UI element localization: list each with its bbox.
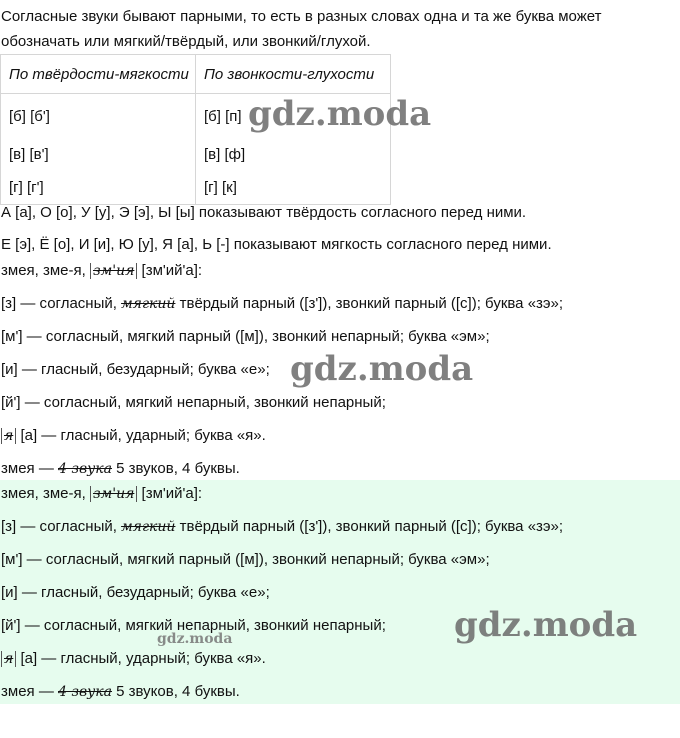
watermark: gdz.moda	[248, 94, 432, 134]
table-cell: [в] [ф]	[196, 138, 391, 171]
table-cell: [б] [б']	[1, 94, 196, 139]
crossed-word: мягкий	[121, 296, 176, 312]
watermark: gdz.moda	[454, 605, 638, 645]
m-sound-line: [м'] — согласный, мягкий парный ([м]), звонкий непарный; буква «эм»;	[1, 551, 490, 568]
transcription: [зм'ий'а]:	[141, 262, 203, 279]
table-header-hardness: По твёрдости-мягкости	[1, 55, 196, 94]
z-sound-line: [з] — согласный, мягкий твёрдый парный ([з']), звонкий парный ([с]); буква «зэ»;	[1, 295, 564, 312]
hard-vowels-line: А [а], О [о], У [у], Э [э], Ы [ы] показывают твёрдость согласного перед ними.	[1, 204, 527, 221]
total-line: змея — 4 звука 5 звуков, 4 буквы.	[1, 460, 240, 477]
table-cell: [б] [п]	[196, 94, 391, 139]
syllables-line	[1, 261, 202, 281]
i-sound-line: [и] — гласный, безударный; буква «е»;	[1, 361, 270, 378]
table-header-row	[1, 55, 391, 94]
crossed-transcription: зм'ия	[90, 263, 137, 279]
crossed-word: мягкий	[121, 519, 176, 535]
j-sound-line: [й'] — согласный, мягкий непарный, звонкий непарный;	[1, 394, 386, 411]
intro-paragraph: Согласные звуки бывают парными, то есть в разных словах одна и та же буква может обозначать или мягкий/твёрдый, или звонкий/глухой.	[1, 8, 602, 50]
watermark-small: gdz.moda	[157, 631, 233, 647]
a-sound-line: я [а] — гласный, ударный; буква «я».	[1, 649, 266, 669]
crossed-letter: я	[1, 651, 16, 667]
total-line: змея — 4 звука 5 звуков, 4 буквы.	[1, 683, 240, 700]
a-sound-line: я [а] — гласный, ударный; буква «я».	[1, 426, 266, 446]
crossed-letter: я	[1, 428, 16, 444]
syllables-line: змея, зме-я, зм'ия [зм'ий'а]:	[1, 485, 203, 502]
crossed-count: 4 звука	[58, 461, 112, 477]
table-cell: [г] [г']	[1, 171, 196, 205]
crossed-count: 4 звука	[58, 684, 112, 700]
table-row	[1, 138, 391, 171]
z-sound-line: [з] — согласный, мягкий твёрдый парный ([з']), звонкий парный ([с]); буква «зэ»;	[1, 518, 564, 535]
table-cell: [г] [к]	[196, 171, 391, 205]
soft-vowels-line: Е [э], Ё [о], И [и], Ю [у], Я [а], Ь [-] показывают мягкость согласного перед ними.	[1, 236, 552, 253]
i-sound-line: [и] — гласный, безударный; буква «е»;	[1, 584, 270, 601]
table-row	[1, 171, 391, 205]
watermark: gdz.moda	[290, 349, 474, 389]
j-sound-line: [й'] — согласный, мягкий непарный, звонкий непарный;	[1, 617, 386, 634]
syllables-text: змея, зме-я,	[1, 262, 86, 279]
m-sound-line: [м'] — согласный, мягкий парный ([м]), звонкий непарный; буква «эм»;	[1, 328, 490, 345]
table-cell: [в] [в']	[1, 138, 196, 171]
crossed-transcription: зм'ия	[90, 486, 137, 502]
table-header-voicing: По звонкости-глухости	[196, 55, 391, 94]
